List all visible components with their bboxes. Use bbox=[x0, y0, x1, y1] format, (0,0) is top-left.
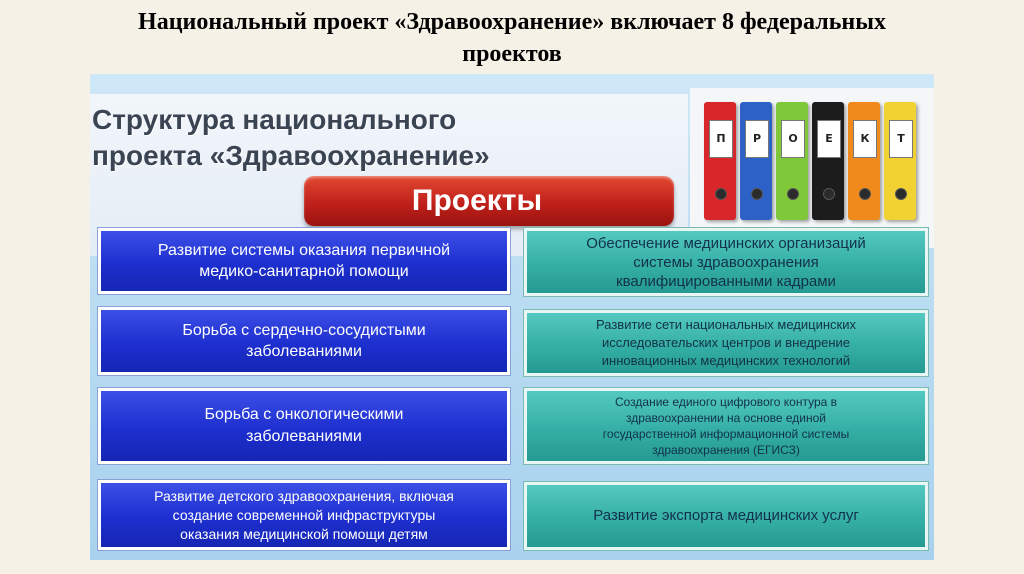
slide-title bbox=[0, 6, 1024, 70]
project-text-line: заболеваниями bbox=[246, 428, 362, 445]
project-text-line: квалифицированными кадрами bbox=[616, 272, 836, 290]
slide-title-line-1: Национальный проект «Здравоохранение» включает 8 федеральных bbox=[138, 9, 886, 35]
panel-heading-line-1: Структура национального bbox=[92, 104, 457, 135]
panel-heading-line-2: проекта «Здравоохранение» bbox=[92, 140, 490, 171]
project-digital-contour bbox=[524, 388, 928, 464]
project-text-line: Развитие детского здравоохранения, включая bbox=[154, 487, 454, 504]
project-cardiovascular bbox=[98, 307, 510, 375]
project-medical-export bbox=[524, 482, 928, 550]
slide-title-line-2: проектов bbox=[462, 41, 562, 67]
binder-ring-icon bbox=[787, 188, 799, 200]
binder-ring-icon bbox=[859, 188, 871, 200]
project-text-line: Обеспечение медицинских организаций bbox=[586, 234, 866, 252]
binder-ring-icon bbox=[895, 188, 907, 200]
project-primary-care bbox=[98, 228, 510, 294]
binder-letter: О bbox=[781, 120, 805, 158]
binder-letter: Т bbox=[889, 120, 913, 158]
binder-yellow bbox=[884, 102, 916, 220]
binder-red bbox=[704, 102, 736, 220]
project-text-line: Развитие сети национальных медицинских bbox=[596, 317, 856, 332]
project-text-line: здравоохранении на основе единой bbox=[625, 411, 827, 425]
project-research-centers bbox=[524, 310, 928, 376]
panel-heading bbox=[92, 102, 692, 174]
project-text-line: оказания медицинской помощи детям bbox=[180, 525, 428, 542]
binder-letter: Е bbox=[817, 120, 841, 158]
project-oncology bbox=[98, 388, 510, 464]
project-text-line: заболеваниями bbox=[246, 343, 362, 360]
binder-blue bbox=[740, 102, 772, 220]
binder-ring-icon bbox=[751, 188, 763, 200]
binder-letter: П bbox=[709, 120, 733, 158]
project-child-healthcare bbox=[98, 480, 510, 550]
binders-illustration bbox=[690, 88, 934, 248]
project-text-line: системы здравоохранения bbox=[633, 253, 819, 271]
binder-letter: Р bbox=[745, 120, 769, 158]
binder-green bbox=[776, 102, 808, 220]
binder-letter: К bbox=[853, 120, 877, 158]
project-text-line: здравоохранения (ЕГИСЗ) bbox=[652, 443, 800, 457]
project-text-line: государственной информационной системы bbox=[602, 427, 850, 441]
binder-ring-icon bbox=[715, 188, 727, 200]
project-text-line: исследовательских центров и внедрение bbox=[601, 335, 851, 350]
project-qualified-staff bbox=[524, 228, 928, 296]
structure-image-panel bbox=[90, 74, 934, 560]
binder-ring-icon bbox=[823, 188, 835, 200]
project-text-line: создание современной инфраструктуры bbox=[172, 506, 436, 523]
project-text-line: медико-санитарной помощи bbox=[199, 263, 409, 280]
project-text-line: Борьба с сердечно-сосудистыми bbox=[182, 322, 426, 339]
project-text-line: инновационных медицинских технологий bbox=[601, 353, 851, 368]
project-text-line: Развитие экспорта медицинских услуг bbox=[593, 507, 859, 524]
binder-black bbox=[812, 102, 844, 220]
project-text-line: Создание единого цифрового контура в bbox=[614, 395, 838, 409]
projects-banner bbox=[304, 176, 674, 226]
projects-banner-label: Проекты bbox=[411, 184, 543, 217]
project-text-line: Борьба с онкологическими bbox=[204, 406, 404, 423]
binder-orange bbox=[848, 102, 880, 220]
project-text-line: Развитие системы оказания первичной bbox=[157, 242, 451, 259]
